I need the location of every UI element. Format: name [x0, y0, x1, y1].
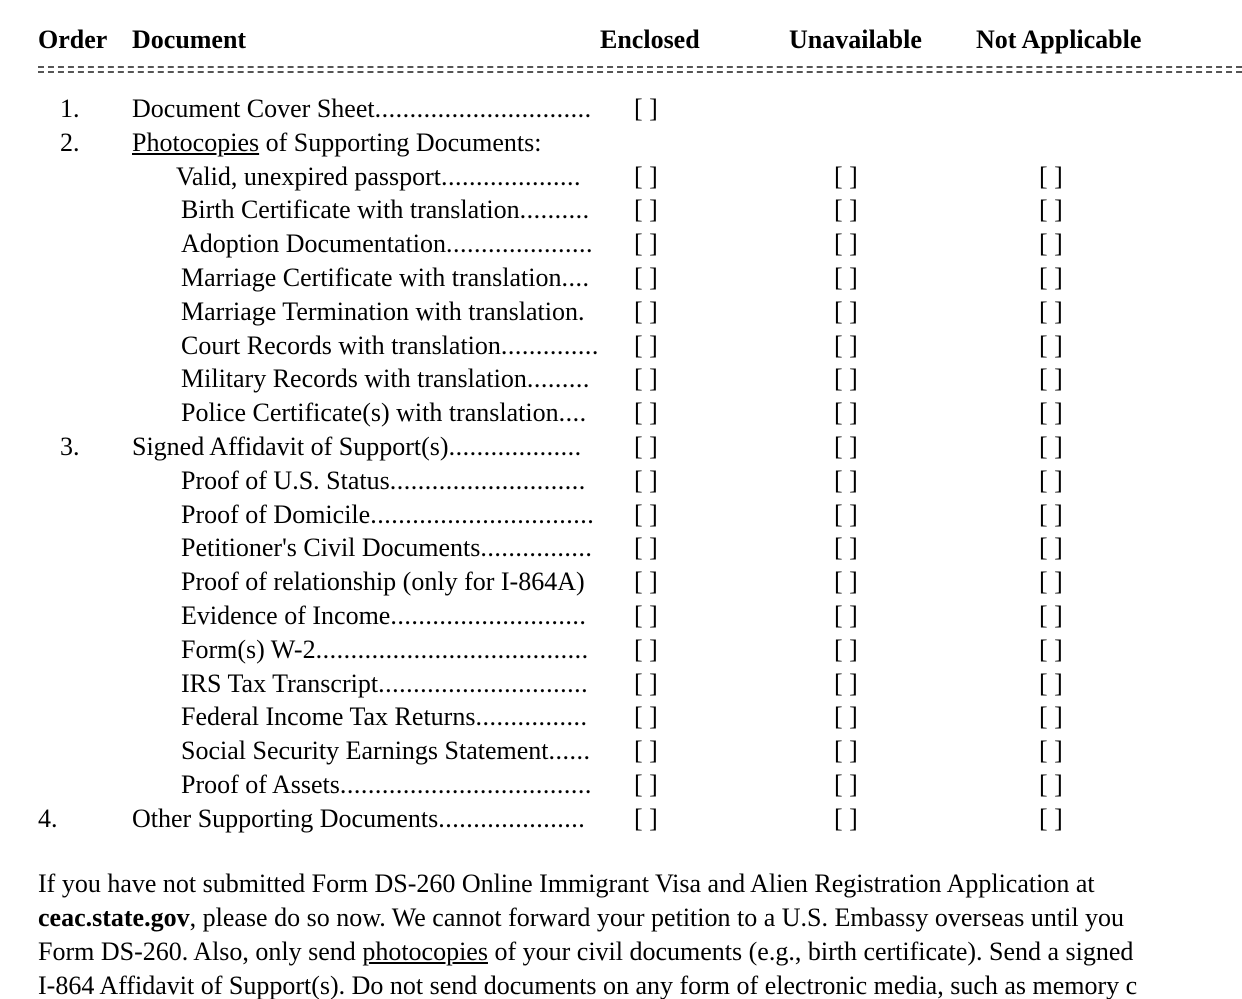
document-label: Petitioner's Civil Documents................: [181, 533, 593, 563]
checkbox-enclosed[interactable]: [ ]: [634, 161, 658, 191]
checklist-row: [0, 396, 1242, 430]
document-label: Valid, unexpired passport....................: [176, 161, 582, 191]
checkbox-not-applicable[interactable]: [ ]: [1039, 601, 1063, 630]
checkbox-enclosed[interactable]: [ ]: [634, 364, 658, 394]
checklist-row: [0, 700, 1242, 734]
checklist-row: [0, 531, 1242, 565]
checkbox-enclosed[interactable]: [ ]: [634, 94, 658, 123]
dot-leader: ................................: [370, 499, 595, 529]
checkbox-enclosed[interactable]: [ ]: [634, 499, 658, 529]
checkbox-enclosed[interactable]: [ ]: [634, 736, 658, 766]
checkbox-not-applicable[interactable]: [ ]: [1039, 702, 1063, 732]
document-label: Police Certificate(s) with translation....: [181, 398, 587, 428]
header-double-rule: [38, 60, 1242, 80]
dot-leader: .........: [526, 364, 590, 394]
checkbox-enclosed[interactable]: [ ]: [634, 398, 658, 428]
checkbox-enclosed[interactable]: [ ]: [634, 567, 658, 597]
checklist-row: [0, 498, 1242, 532]
checkbox-not-applicable[interactable]: [ ]: [1039, 465, 1063, 495]
checkbox-unavailable[interactable]: [ ]: [834, 432, 858, 461]
dot-leader: ......: [548, 736, 591, 766]
dot-leader: ...................: [448, 432, 582, 461]
document-label: Court Records with translation..............: [181, 330, 599, 360]
dot-leader: ..............................: [378, 668, 589, 698]
instructions-paragraph: [38, 867, 1242, 999]
website-link-text: ceac.state.gov: [38, 903, 190, 932]
checkbox-not-applicable[interactable]: [ ]: [1039, 364, 1063, 394]
checkbox-enclosed[interactable]: [ ]: [634, 195, 658, 225]
checkbox-unavailable[interactable]: [ ]: [834, 161, 858, 191]
checkbox-not-applicable[interactable]: [ ]: [1039, 229, 1063, 259]
checkbox-not-applicable[interactable]: [ ]: [1039, 770, 1063, 799]
checkbox-enclosed[interactable]: [ ]: [634, 533, 658, 563]
dot-leader: ................: [475, 702, 588, 732]
checkbox-unavailable[interactable]: [ ]: [834, 499, 858, 529]
checkbox-unavailable[interactable]: [ ]: [834, 229, 858, 259]
dot-leader: .: [577, 296, 585, 326]
checkbox-unavailable[interactable]: [ ]: [834, 736, 858, 766]
checkbox-not-applicable[interactable]: [ ]: [1039, 736, 1063, 766]
checkbox-enclosed[interactable]: [ ]: [634, 263, 658, 292]
checklist-row: [0, 464, 1242, 498]
row-number: 2.: [60, 127, 80, 157]
dot-leader: ....................: [441, 161, 582, 191]
document-label: Birth Certificate with translation..........: [181, 195, 590, 225]
instructions-line-2: ceac.state.gov, please do so now. We cannot forward your petition to a U.S. Embassy overseas until you: [38, 903, 1125, 932]
checkbox-unavailable[interactable]: [ ]: [834, 263, 858, 292]
instructions-line-3: Form DS-260. Also, only send photocopies of your civil documents (e.g., birth certificate). Send a signed: [38, 937, 1134, 966]
checkbox-enclosed[interactable]: [ ]: [634, 432, 658, 461]
checkbox-not-applicable[interactable]: [ ]: [1039, 533, 1063, 563]
dot-leader: ..........: [519, 195, 590, 225]
checklist-row: [0, 329, 1242, 363]
checkbox-enclosed[interactable]: [ ]: [634, 229, 658, 259]
checkbox-unavailable[interactable]: [ ]: [834, 770, 858, 799]
column-header-not-applicable: Not Applicable: [976, 25, 1142, 54]
checkbox-unavailable[interactable]: [ ]: [834, 364, 858, 394]
checkbox-enclosed[interactable]: [ ]: [634, 702, 658, 732]
dot-leader: ............................: [389, 465, 586, 495]
document-label: Proof of Assets....................................: [181, 770, 592, 799]
document-label: Document Cover Sheet...............................: [132, 94, 592, 123]
checkbox-unavailable[interactable]: [ ]: [834, 533, 858, 563]
checklist-row: [0, 633, 1242, 667]
checklist-row: [0, 734, 1242, 768]
checklist-row: [0, 92, 1242, 126]
checkbox-not-applicable[interactable]: [ ]: [1039, 161, 1063, 191]
document-label: Social Security Earnings Statement......: [181, 736, 591, 766]
checkbox-unavailable[interactable]: [ ]: [834, 330, 858, 360]
checkbox-unavailable[interactable]: [ ]: [834, 634, 858, 664]
row-number: 3.: [60, 432, 80, 461]
dot-leader: .......................................: [315, 634, 589, 664]
checkbox-not-applicable[interactable]: [ ]: [1039, 296, 1063, 326]
document-label: Marriage Termination with translation.: [181, 296, 585, 326]
checklist-row: [0, 261, 1242, 295]
checklist-row: [0, 160, 1242, 194]
checkbox-not-applicable[interactable]: [ ]: [1039, 634, 1063, 664]
dot-leader: ....: [561, 263, 590, 292]
checkbox-enclosed[interactable]: [ ]: [634, 668, 658, 698]
dot-leader: .....................: [438, 803, 586, 833]
checkbox-enclosed[interactable]: [ ]: [634, 770, 658, 799]
checklist-row: [0, 227, 1242, 261]
dot-leader: ....................................: [339, 770, 592, 799]
document-label: IRS Tax Transcript..............................: [181, 668, 589, 698]
checkbox-unavailable[interactable]: [ ]: [834, 465, 858, 495]
checkbox-enclosed[interactable]: [ ]: [634, 465, 658, 495]
checkbox-unavailable[interactable]: [ ]: [834, 702, 858, 732]
checkbox-unavailable[interactable]: [ ]: [834, 668, 858, 698]
checklist-row: [0, 362, 1242, 396]
checkbox-enclosed[interactable]: [ ]: [634, 296, 658, 326]
row-number: 1.: [60, 94, 80, 123]
column-header-order: Order: [38, 25, 108, 54]
document-label: Federal Income Tax Returns................: [181, 702, 588, 732]
checkbox-unavailable[interactable]: [ ]: [834, 601, 858, 630]
checkbox-unavailable[interactable]: [ ]: [834, 296, 858, 326]
checkbox-not-applicable[interactable]: [ ]: [1039, 330, 1063, 360]
document-label: Evidence of Income............................: [181, 601, 587, 630]
checkbox-not-applicable[interactable]: [ ]: [1039, 398, 1063, 428]
column-header-unavailable: Unavailable: [789, 25, 922, 54]
checkbox-enclosed[interactable]: [ ]: [634, 634, 658, 664]
checklist-row: [0, 430, 1242, 464]
checklist-row: [0, 667, 1242, 701]
instructions-line-1: If you have not submitted Form DS-260 Online Immigrant Visa and Alien Registration Application at: [38, 869, 1095, 898]
photocopies-emphasis: photocopies: [362, 937, 488, 966]
checkbox-unavailable[interactable]: [ ]: [834, 567, 858, 597]
checkbox-not-applicable[interactable]: [ ]: [1039, 263, 1063, 292]
document-label: Proof of relationship (only for I-864A): [181, 567, 585, 597]
document-label: Form(s) W-2.......................................: [181, 634, 589, 664]
checklist-row: [0, 768, 1242, 802]
document-label: Signed Affidavit of Support(s)...................: [132, 432, 582, 461]
checkbox-not-applicable[interactable]: [ ]: [1039, 668, 1063, 698]
dot-leader: ................: [480, 533, 593, 563]
column-header-enclosed: Enclosed: [600, 25, 700, 54]
checklist-row: [0, 295, 1242, 329]
dot-leader: ....: [558, 398, 587, 428]
document-label: Proof of U.S. Status............................: [181, 465, 586, 495]
checkbox-unavailable[interactable]: [ ]: [834, 803, 858, 833]
checkbox-not-applicable[interactable]: [ ]: [1039, 195, 1063, 225]
checkbox-not-applicable[interactable]: [ ]: [1039, 499, 1063, 529]
dot-leader: ...............................: [374, 94, 592, 123]
checkbox-unavailable[interactable]: [ ]: [834, 398, 858, 428]
document-label: Marriage Certificate with translation....: [181, 263, 590, 292]
row-number: 4.: [38, 803, 58, 833]
checkbox-enclosed[interactable]: [ ]: [634, 803, 658, 833]
checkbox-unavailable[interactable]: [ ]: [834, 195, 858, 225]
checklist-row: [0, 565, 1242, 599]
checkbox-enclosed[interactable]: [ ]: [634, 601, 658, 630]
dot-leader: .....................: [446, 229, 594, 259]
dot-leader: ..............: [500, 330, 599, 360]
checklist-row: [0, 599, 1242, 633]
document-label: Other Supporting Documents.....................: [132, 803, 586, 833]
document-label: Proof of Domicile................................: [181, 499, 595, 529]
checkbox-enclosed[interactable]: [ ]: [634, 330, 658, 360]
checklist-row: [0, 193, 1242, 227]
checkbox-not-applicable[interactable]: [ ]: [1039, 432, 1063, 461]
instructions-line-4: I-864 Affidavit of Support(s). Do not send documents on any form of electronic media, such as memory c: [38, 971, 1138, 999]
document-label: Adoption Documentation.....................: [181, 229, 594, 259]
checkbox-not-applicable[interactable]: [ ]: [1039, 803, 1063, 833]
checklist-row: [0, 802, 1242, 836]
document-label: Photocopies of Supporting Documents:: [132, 127, 542, 157]
column-header-document: Document: [132, 25, 247, 54]
checkbox-not-applicable[interactable]: [ ]: [1039, 567, 1063, 597]
dot-leader: ............................: [390, 601, 587, 630]
checklist-row: [0, 126, 1242, 160]
document-label: Military Records with translation.........: [181, 364, 590, 394]
